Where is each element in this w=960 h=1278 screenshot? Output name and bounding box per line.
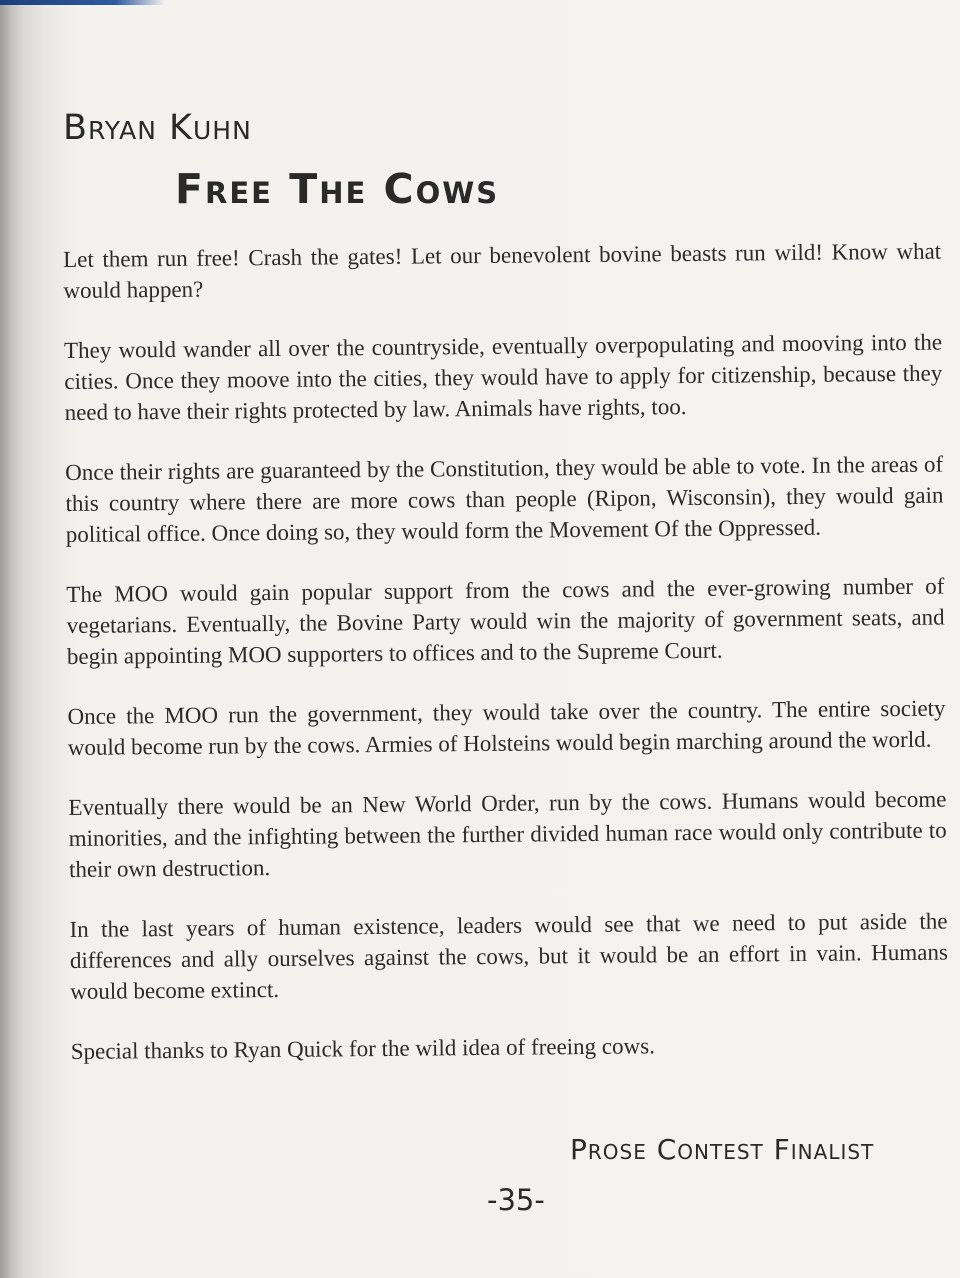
paragraph: They would wander all over the countryside, eventually overpopulating and mooving into the cities. Once they moove into the cities, they would have to apply for citizenship, because they need to have their rights protected by law. Animals have rights, too.: [63, 329, 943, 425]
binding-shadow: [0, 0, 22, 1278]
top-color-mark: [0, 0, 165, 5]
piece-title: Free The Cows: [175, 165, 500, 213]
acknowledgement-paragraph: Special thanks to Ryan Quick for the wild idea of freeing cows.: [70, 1033, 656, 1064]
author-name: Bryan Kuhn: [63, 108, 252, 148]
page-number: -35-: [487, 1183, 545, 1217]
paragraph: Let them run free! Crash the gates! Let our benevolent bovine beasts run wild! Know what would happen?: [63, 238, 942, 303]
paragraph: Eventually there would be an New World Order, run by the cows. Humans would become minorities, and the infighting between the further divided human race would only contribute to their own destruction.: [68, 786, 947, 882]
paragraph: Once the MOO run the government, they would take over the country. The entire society would become run by the cows. Armies of Holsteins would begin marching around the world.: [67, 695, 946, 760]
paragraph: Once their rights are guaranteed by the Constitution, they would be able to vote. In the areas of this country where there are more cows than people (Ripon, Wisconsin), they would gain political office. Once doing so, they would form the Movement Of the Oppressed.: [65, 451, 944, 547]
body-text: [63, 236, 949, 1067]
paragraph: The MOO would gain popular support from the cows and the ever-growing number of vegetarians. Eventually, the Bovine Party would win the majority of government seats, and begin appointing MOO supporters to offices and to the Supreme Court.: [66, 573, 945, 669]
paragraph: In the last years of human existence, leaders would see that we need to put aside the differences and ally ourselves against the cows, but it would be an effort in vain. Humans would become extinct.: [69, 908, 948, 1004]
award-label: Prose Contest Finalist: [570, 1133, 875, 1166]
